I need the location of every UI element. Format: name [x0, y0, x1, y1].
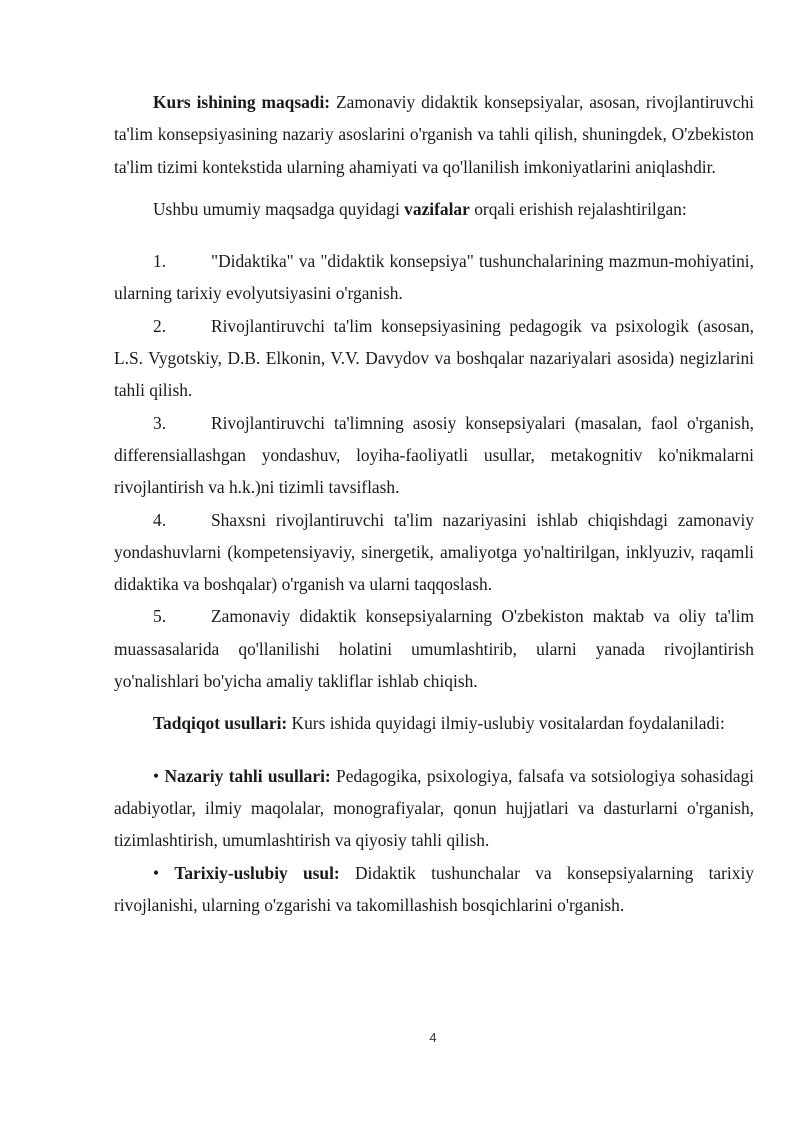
method-item-theoretical	[114, 760, 754, 857]
task-number: 5.	[153, 606, 167, 627]
task-item-4	[114, 504, 754, 601]
page-number: 4	[429, 1030, 437, 1045]
tasks-intro-before: Ushbu umumiy maqsadga quyidagi	[153, 198, 405, 219]
task-item-1	[114, 245, 754, 310]
goal-label: Kurs ishining maqsadi:	[153, 92, 331, 112]
bullet-icon: •	[153, 862, 160, 883]
method-label: Nazariy tahli usullari:	[164, 765, 331, 786]
methods-label: Tadqiqot usullari:	[153, 713, 288, 734]
task-text: "Didaktika" va "didaktik konsepsiya" tushunchalarining mazmun-mohiyatini, ularning tarixiy evolyutsiyasini o'rganish.	[114, 251, 754, 304]
task-text: Zamonaviy didaktik konsepsiyalarning O'zbekiston maktab va oliy ta'lim muassasalarida qo'llanilishi holatini umumlashtirib, ularni yanada rivojlantirish yo'nalishlari bo'yicha amaliy takliflar ishlab chiqish.	[114, 606, 754, 692]
task-number: 1.	[153, 251, 167, 272]
task-number: 3.	[153, 412, 167, 433]
goal-paragraph	[114, 86, 754, 183]
tasks-intro-paragraph	[114, 193, 754, 225]
task-item-5	[114, 600, 754, 697]
method-item-historical	[114, 857, 754, 922]
task-item-3	[114, 407, 754, 504]
goal-text: Zamonaviy didaktik konsepsiyalar, asosan, rivojlantiruvchi ta'lim konsepsiyasining nazariy asoslarini o'rganish va tahli qilish, shuningdek, O'zbekiston ta'lim tizimi kontekstida ularning ahamiyati va qo'llanilish imkoniyatlarini aniqlashdir.	[114, 92, 754, 177]
task-text: Rivojlantiruvchi ta'limning asosiy konsepsiyalari (masalan, faol o'rganish, differensiallashgan yondashuv, loyiha-faoliyatli usullar, metakognitiv ko'nikmalarni rivojlantirish va h.k.)ni tizimli tavsiflash.	[114, 412, 754, 498]
task-text: Shaxsni rivojlantiruvchi ta'lim nazariyasini ishlab chiqishdagi zamonaviy yondashuvlarni (kompetensiyaviy, sinergetik, amaliyotga yo'naltirilgan, inklyuziv, raqamli didaktika va boshqalar) o'rganish va ularni taqqoslash.	[114, 509, 754, 595]
task-number: 2.	[153, 315, 167, 336]
bullet-icon: •	[153, 765, 160, 786]
task-item-2	[114, 310, 754, 407]
methods-text: Kurs ishida quyidagi ilmiy-uslubiy vositalardan foydalaniladi:	[287, 713, 725, 734]
task-number: 4.	[153, 509, 167, 530]
tasks-keyword: vazifalar	[404, 198, 470, 219]
document-page	[114, 86, 754, 921]
method-text: Pedagogika, psixologiya, falsafa va sotsiologiya sohasidagi adabiyotlar, ilmiy maqolalar, monografiyalar, qonun hujjatlari va dasturlarni o'rganish, tizimlashtirish, umumlashtirish va qiyosiy tahli qilish.	[114, 765, 754, 851]
task-text: Rivojlantiruvchi ta'lim konsepsiyasining pedagogik va psixologik (asosan, L.S. Vygotskiy, D.B. Elkonin, V.V. Davydov va boshqalar nazariyalari asosida) negizlarini tahli qilish.	[114, 315, 754, 401]
method-label: Tarixiy-uslubiy usul:	[174, 862, 340, 883]
tasks-intro-after: orqali erishish rejalashtirilgan:	[469, 198, 687, 219]
method-text: Didaktik tushunchalar va konsepsiyalarning tarixiy rivojlanishi, ularning o'zgarishi va takomillashish bosqichlarini o'rganish.	[114, 862, 754, 915]
methods-paragraph	[114, 707, 754, 739]
